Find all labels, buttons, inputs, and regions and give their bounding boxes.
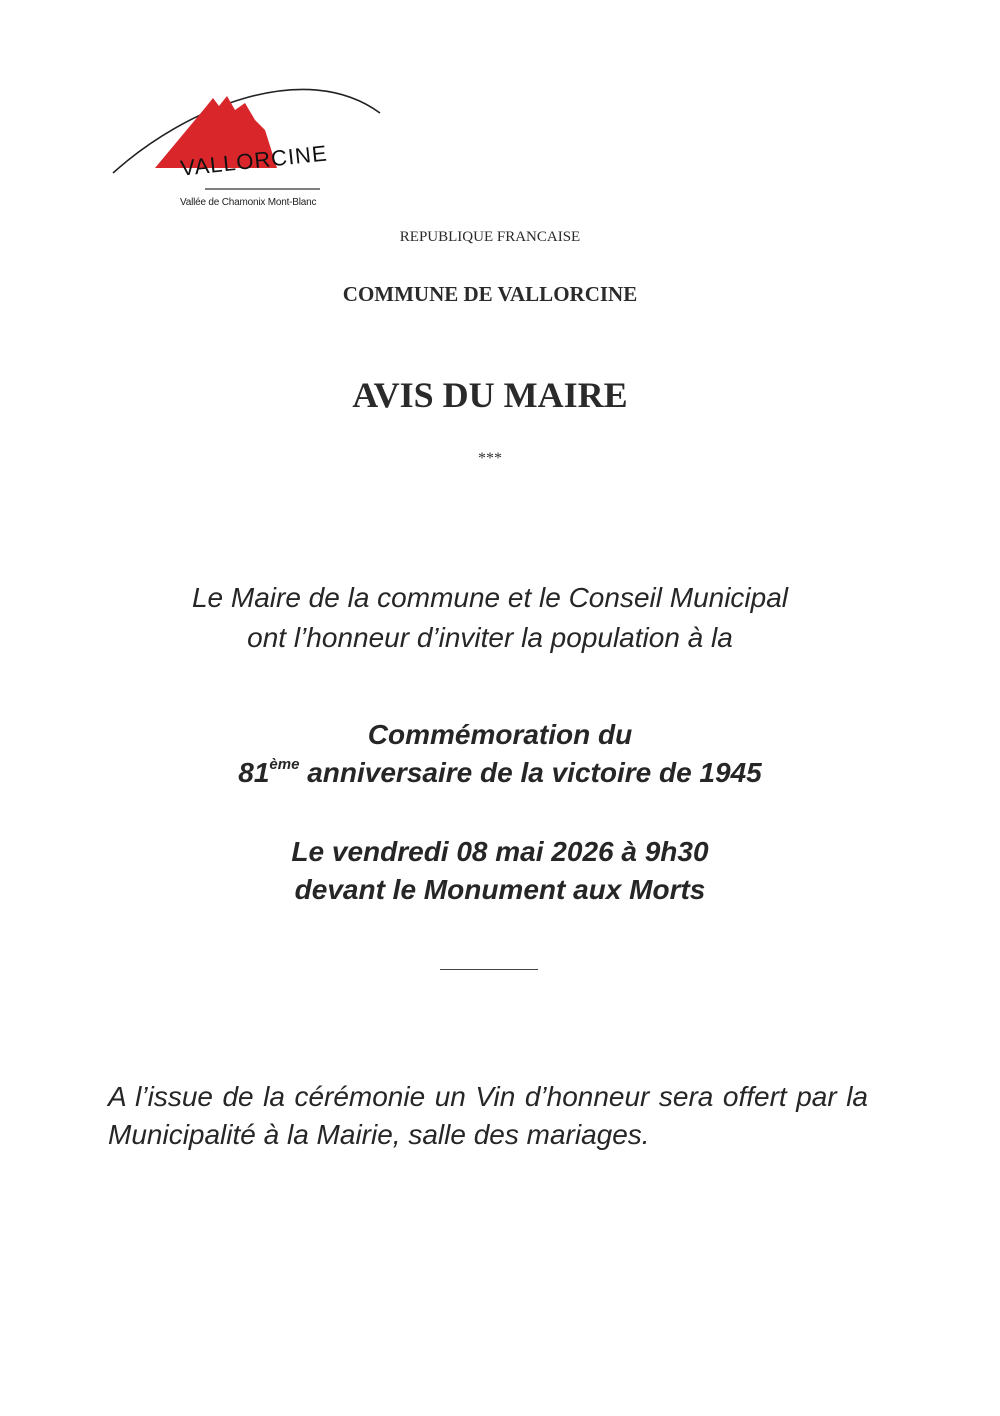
event-line-2 (120, 754, 880, 792)
event-datetime (120, 833, 880, 909)
logo-graphic (105, 68, 395, 218)
intro-line-1: Le Maire de la commune et le Conseil Municipal (191, 582, 789, 613)
location-line: devant le Monument aux Morts (294, 874, 706, 905)
commune-heading: COMMUNE DE VALLORCINE (342, 282, 638, 306)
closing-paragraph: A l’issue de la cérémonie un Vin d’honneur sera offert par la Municipalité à la Mairie, salle des mariages. (108, 1081, 868, 1150)
datetime-line: Le vendredi 08 mai 2026 à 9h30 (291, 836, 709, 867)
intro-paragraph (100, 578, 880, 658)
ordinal-suffix: ème (269, 756, 300, 773)
title-separator: *** (478, 450, 502, 467)
logo-subtitle: Vallée de Chamonix Mont-Blanc (180, 197, 317, 208)
logo-wordmark: VALLORCINE (179, 140, 329, 181)
event-line-1: Commémoration du (367, 719, 633, 750)
ordinal-number: 81 (238, 757, 270, 788)
intro-line-2: ont l’honneur d’inviter la population à la (247, 622, 733, 653)
event-line-2-rest: anniversaire de la victoire de 1945 (299, 757, 762, 788)
section-divider (440, 969, 538, 970)
republique-heading: REPUBLIQUE FRANCAISE (399, 229, 581, 245)
event-heading (120, 716, 880, 792)
vallorcine-logo (105, 68, 395, 218)
page-title: AVIS DU MAIRE (352, 375, 628, 415)
